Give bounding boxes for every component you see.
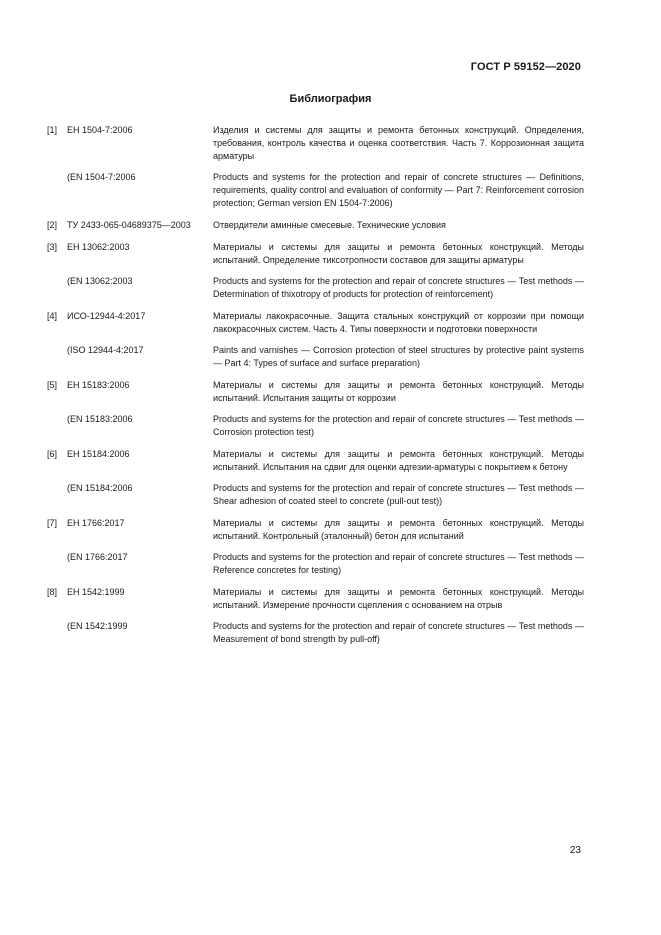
entry-description: Материалы и системы для защиты и ремонта бетонных конструкций. Методы испытаний. Определение тиксотропности составов для защиты арматуры bbox=[213, 242, 584, 265]
entry-main-row bbox=[47, 241, 584, 267]
entry-description: Материалы и системы для защиты и ремонта бетонных конструкций. Методы испытаний. Контрольный (эталонный) бетон для испытаний bbox=[213, 518, 584, 541]
entry-alt-row bbox=[47, 275, 584, 301]
entry-alt-row bbox=[47, 344, 584, 370]
entry-alt-code: (EN 1504-7:2006 bbox=[67, 172, 136, 182]
entry-number: [7] bbox=[47, 518, 58, 528]
page-number: 23 bbox=[569, 845, 581, 856]
entry-code: ЕН 15184:2006 bbox=[67, 449, 130, 459]
entry-alt-row bbox=[47, 620, 584, 646]
entry-code: ЕН 1766:2017 bbox=[67, 518, 125, 528]
entry-alt-row bbox=[47, 482, 584, 508]
entry-alt-code: (EN 15183:2006 bbox=[67, 414, 133, 424]
entry-number: [8] bbox=[47, 587, 58, 597]
entry-alt-description: Paints and varnishes — Corrosion protection of steel structures by protective paint systems — Part 4: Types of surface and surface preparation) bbox=[213, 345, 584, 368]
bibliography-entry-8 bbox=[47, 586, 584, 646]
entry-description: Материалы и системы для защиты и ремонта бетонных конструкций. Методы испытаний. Измерение прочности сцепления с основанием на отрыв bbox=[213, 587, 584, 610]
entry-code: ИСО-12944-4:2017 bbox=[67, 311, 146, 321]
entry-alt-code: (ISO 12944-4:2017 bbox=[67, 345, 144, 355]
entry-main-row bbox=[47, 448, 584, 474]
document-standard-header: ГОСТ Р 59152—2020 bbox=[470, 61, 581, 73]
entry-number: [6] bbox=[47, 449, 58, 459]
entry-number: [2] bbox=[47, 220, 58, 230]
entry-code: ЕН 1504-7:2006 bbox=[67, 125, 133, 135]
entry-description: Материалы и системы для защиты и ремонта бетонных конструкций. Методы испытаний. Испытания защиты от коррозии bbox=[213, 380, 584, 403]
entry-alt-code: (EN 15184:2006 bbox=[67, 483, 133, 493]
entry-alt-code: (EN 13062:2003 bbox=[67, 276, 133, 286]
entry-alt-description: Products and systems for the protection and repair of concrete structures — Definitions, requirements, quality control and evaluation of conformity — Part 7: Reinforcement corrosion protection; German version EN 1504-7:2006) bbox=[213, 172, 584, 208]
entry-alt-row bbox=[47, 413, 584, 439]
entry-description: Изделия и системы для защиты и ремонта бетонных конструкций. Определения, требования, контроль качества и оценка соответствия. Часть 7. Коррозионная защита арматуры bbox=[213, 125, 584, 161]
entry-alt-row bbox=[47, 551, 584, 577]
entry-number: [1] bbox=[47, 125, 58, 135]
page-title: Библиография bbox=[289, 93, 372, 105]
entry-alt-description: Products and systems for the protection and repair of concrete structures — Test methods — Measurement of bond strength by pull-off) bbox=[213, 621, 584, 644]
entry-code: ЕН 15183:2006 bbox=[67, 380, 130, 390]
bibliography-entry-4 bbox=[47, 310, 584, 370]
entry-code: ЕН 13062:2003 bbox=[67, 242, 130, 252]
bibliography-entry-2 bbox=[47, 219, 584, 232]
entry-number: [4] bbox=[47, 311, 58, 321]
entry-alt-description: Products and systems for the protection and repair of concrete structures — Test methods — Determination of thixotropy of products for protection of reinforcement) bbox=[213, 276, 584, 299]
entry-number: [3] bbox=[47, 242, 58, 252]
entry-description: Материалы и системы для защиты и ремонта бетонных конструкций. Методы испытаний. Испытания на сдвиг для оценки адгезии-арматуры с покрытием к бетону bbox=[213, 449, 584, 472]
entry-main-row bbox=[47, 124, 584, 163]
bibliography-entry-6 bbox=[47, 448, 584, 508]
entry-alt-row bbox=[47, 171, 584, 210]
entry-main-row bbox=[47, 586, 584, 612]
entry-description: Отвердители аминные смесевые. Технические условия bbox=[213, 220, 446, 230]
entry-number: [5] bbox=[47, 380, 58, 390]
entry-main-row bbox=[47, 379, 584, 405]
entry-description: Материалы лакокрасочные. Защита стальных конструкций от коррозии при помощи лакокрасочных систем. Часть 4. Типы поверхности и подготовки поверхности bbox=[213, 311, 584, 334]
entry-alt-description: Products and systems for the protection and repair of concrete structures — Test methods — Corrosion protection test) bbox=[213, 414, 584, 437]
entry-alt-description: Products and systems for the protection and repair of concrete structures — Test methods — Reference concretes for testing) bbox=[213, 552, 584, 575]
entry-alt-code: (EN 1766:2017 bbox=[67, 552, 128, 562]
entry-code: ЕН 1542:1999 bbox=[67, 587, 125, 597]
entry-alt-code: (EN 1542:1999 bbox=[67, 621, 128, 631]
bibliography-list bbox=[47, 124, 584, 655]
entry-main-row bbox=[47, 310, 584, 336]
entry-alt-description: Products and systems for the protection and repair of concrete structures — Test methods — Shear adhesion of coated steel to concrete (pull-out test)) bbox=[213, 483, 584, 506]
bibliography-entry-7 bbox=[47, 517, 584, 577]
entry-main-row bbox=[47, 219, 584, 232]
bibliography-entry-3 bbox=[47, 241, 584, 301]
bibliography-entry-5 bbox=[47, 379, 584, 439]
entry-main-row bbox=[47, 517, 584, 543]
bibliography-entry-1 bbox=[47, 124, 584, 210]
entry-code: ТУ 2433-065-04689375—2003 bbox=[67, 220, 191, 230]
